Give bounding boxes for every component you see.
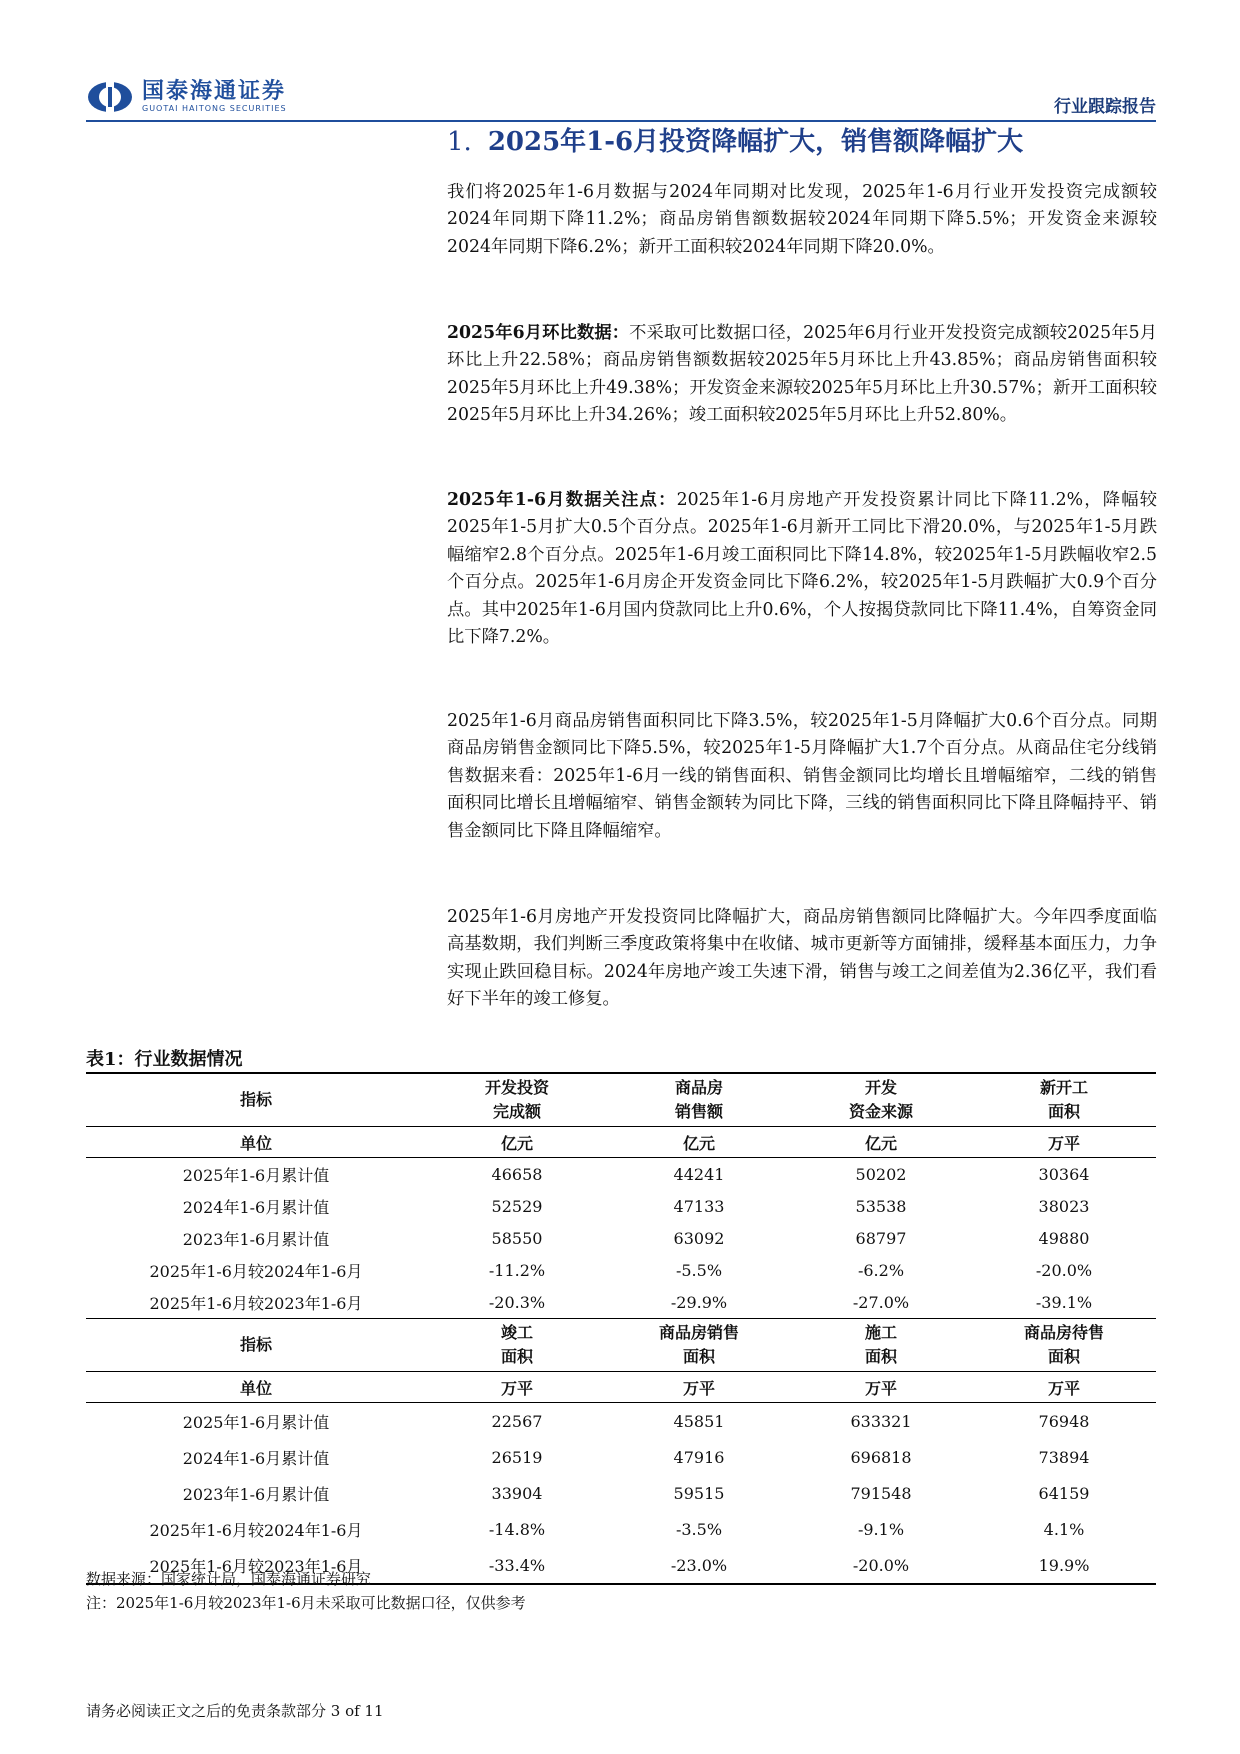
table-cell: 万平: [972, 1127, 1156, 1158]
table-cell: -5.5%: [675, 1260, 723, 1280]
table-cell: 万平: [972, 1372, 1156, 1403]
table-cell: 4.1%: [1043, 1519, 1085, 1539]
table-cell: 44241: [608, 1158, 790, 1191]
table-cell: 2025年1-6月累计值: [86, 1158, 426, 1191]
paragraph-lead: 2025年1-6月数据关注点：: [447, 490, 677, 510]
page-footer: 请务必阅读正文之后的免责条款部分 3 of 11: [86, 1702, 384, 1720]
table-note: 注：2025年1-6月较2023年1-6月未采取可比数据口径，仅供参考: [86, 1594, 526, 1612]
table-header-row: [86, 1073, 1156, 1127]
paragraph-mom-data: [447, 320, 1157, 430]
table-cell: 亿元: [608, 1127, 790, 1158]
table-cell: 76948: [972, 1403, 1156, 1440]
paragraph-lead: 2025年6月环比数据：: [447, 323, 630, 343]
table-cell: 竣工 面积: [426, 1319, 608, 1372]
table-cell: -14.8%: [488, 1519, 546, 1539]
report-type-label: 行业跟踪报告: [1054, 97, 1156, 117]
table-cell: 58550: [491, 1228, 543, 1248]
table-cell: 2025年1-6月较2024年1-6月: [149, 1520, 363, 1540]
paragraph-yoy-summary: [447, 179, 1157, 261]
industry-data-table: [86, 1072, 1156, 1585]
table-cell: 商品房待售 面积: [972, 1319, 1156, 1372]
table-cell: 791548: [850, 1483, 912, 1503]
table-row: [86, 1254, 1156, 1286]
table-cell: 亿元: [790, 1127, 972, 1158]
paragraph-key-points: [447, 487, 1157, 651]
paragraph-text: 我们将2025年1-6月数据与2024年同期对比发现，2025年1-6月行业开发投资完成额较2024年同期下降11.2%；商品房销售额数据较2024年同期下降5.5%；开发资金来源较2024年同期下降6.2%；新开工面积较2024年同期下降20.0%。: [447, 182, 1157, 257]
table-cell: 633321: [790, 1403, 972, 1440]
table-cell: -20.3%: [488, 1292, 546, 1312]
table-cell: 2023年1-6月累计值: [182, 1484, 330, 1504]
table-row: [86, 1511, 1156, 1547]
section-title: [447, 124, 1023, 160]
table-row: [86, 1403, 1156, 1440]
table-cell: 63092: [673, 1228, 725, 1248]
table-cell: -6.2%: [857, 1260, 905, 1280]
table-cell: 开发 资金来源: [790, 1073, 972, 1127]
table-cell: 2025年1-6月较2023年1-6月: [86, 1547, 426, 1584]
table-cell: 33904: [491, 1483, 543, 1503]
table-cell: 单位: [86, 1372, 426, 1403]
company-logo: [86, 80, 287, 114]
table-cell: 64159: [1038, 1483, 1090, 1503]
table-cell: 19.9%: [972, 1547, 1156, 1584]
table-cell: 47133: [673, 1196, 725, 1216]
table-cell: 47916: [673, 1447, 725, 1467]
table-cell: -11.2%: [488, 1260, 546, 1280]
table-cell: 施工 面积: [790, 1319, 972, 1372]
table-cell: 73894: [1038, 1447, 1090, 1467]
section-number: 1.: [447, 127, 472, 157]
header-divider: [86, 120, 1156, 122]
table-cell: 49880: [1038, 1228, 1090, 1248]
table-cell: 53538: [855, 1196, 907, 1216]
paragraph-text: 2025年1-6月房地产开发投资同比降幅扩大，商品房销售额同比降幅扩大。今年四季度面临高基数期，我们判断三季度政策将集中在收储、城市更新等方面铺排，缓释基本面压力，力争实现止跌回稳目标。2024年房地产竣工失速下滑，销售与竣工之间差值为2.36亿平，我们看好下半年的竣工修复。: [447, 907, 1157, 1010]
table-cell: 单位: [86, 1127, 426, 1158]
paragraph-text: 2025年1-6月商品房销售面积同比下降3.5%，较2025年1-5月降幅扩大0.6个百分点。同期商品房销售金额同比下降5.5%，较2025年1-5月降幅扩大1.7个百分点。从商品住宅分线销售数据来看：2025年1-6月一线的销售面积、销售金额同比均增长且增幅缩窄，二线的销售面积同比增长且增幅缩窄、销售金额转为同比下降，三线的销售面积同比下降且降幅持平、销售金额同比下降且降幅缩窄。: [447, 711, 1157, 841]
table-cell: 38023: [1038, 1196, 1090, 1216]
table-cell: -20.0%: [790, 1547, 972, 1584]
table-cell: 新开工 面积: [972, 1073, 1156, 1127]
paragraph-outlook: [447, 904, 1157, 1014]
table-cell: 商品房 销售额: [608, 1073, 790, 1127]
table-header-row: [86, 1319, 1156, 1372]
table-cell: 指标: [86, 1319, 426, 1372]
logo-mark-icon: [86, 80, 134, 114]
paragraph-text: 不采取可比数据口径，2025年6月行业开发投资完成额较2025年5月环比上升22.58%；商品房销售额数据较2025年5月环比上升43.85%；商品房销售面积较2025年5月环比上升49.38%；开发资金来源较2025年5月环比上升30.57%；新开工面积较2025年5月环比上升34.26%；竣工面积较2025年5月环比上升52.80%。: [447, 323, 1158, 426]
table-cell: 68797: [855, 1228, 907, 1248]
table-cell: -23.0%: [608, 1547, 790, 1584]
table-cell: 26519: [491, 1447, 543, 1467]
table-cell: 万平: [790, 1372, 972, 1403]
table-cell: 696818: [850, 1447, 912, 1467]
table-cell: -33.4%: [426, 1547, 608, 1584]
table-row: [86, 1439, 1156, 1475]
table-cell: 万平: [608, 1372, 790, 1403]
table-cell: 2025年1-6月较2024年1-6月: [149, 1261, 363, 1281]
logo-cn-text: 国泰海通证券: [142, 79, 287, 104]
table-cell: 46658: [426, 1158, 608, 1191]
table-cell: -39.1%: [1035, 1292, 1093, 1312]
table-unit-row: [86, 1127, 1156, 1158]
table-caption: 表1：行业数据情况: [86, 1049, 243, 1070]
table-cell: 指标: [86, 1073, 426, 1127]
page-header: [86, 80, 1156, 120]
table-cell: 2025年1-6月累计值: [86, 1403, 426, 1440]
table-cell: 2024年1-6月累计值: [182, 1448, 330, 1468]
table-cell: -9.1%: [857, 1519, 905, 1539]
paragraph-sales: [447, 708, 1157, 845]
table-row: [86, 1475, 1156, 1511]
table-row: [86, 1190, 1156, 1222]
table-cell: 2023年1-6月累计值: [182, 1229, 330, 1249]
table-cell: 商品房销售 面积: [608, 1319, 790, 1372]
paragraph-text: 2025年1-6月房地产开发投资累计同比下降11.2%，降幅较2025年1-5月扩大0.5个百分点。2025年1-6月新开工同比下滑20.0%，与2025年1-5月跌幅缩窄2.8个百分点。2025年1-6月竣工面积同比下降14.8%，较2025年1-5月跌幅收窄2.5个百分点。2025年1-6月房企开发资金同比下降6.2%，较2025年1-5月跌幅扩大0.9个百分点。其中2025年1-6月国内贷款同比上升0.6%，个人按揭贷款同比下降11.4%，自筹资金同比下降7.2%。: [447, 490, 1157, 648]
table-row: [86, 1158, 1156, 1191]
table-cell: 52529: [491, 1196, 543, 1216]
table-row: [86, 1286, 1156, 1319]
table-cell: -3.5%: [675, 1519, 723, 1539]
table-cell: 2024年1-6月累计值: [182, 1197, 330, 1217]
table-cell: -29.9%: [670, 1292, 728, 1312]
table-cell: 45851: [608, 1403, 790, 1440]
table-source: 数据来源：国家统计局，国泰海通证券研究: [86, 1570, 372, 1588]
table-cell: -20.0%: [1035, 1260, 1093, 1280]
section-title-text: 2025年1-6月投资降幅扩大，销售额降幅扩大: [487, 127, 1024, 157]
logo-en-text: GUOTAI HAITONG SECURITIES: [142, 104, 287, 113]
table-cell: 30364: [972, 1158, 1156, 1191]
table-cell: 2025年1-6月较2023年1-6月: [149, 1293, 363, 1313]
table-row: [86, 1222, 1156, 1254]
table-cell: 59515: [673, 1483, 725, 1503]
table-cell: 万平: [426, 1372, 608, 1403]
table-cell: 开发投资 完成额: [426, 1073, 608, 1127]
table-cell: 22567: [426, 1403, 608, 1440]
table-cell: 50202: [790, 1158, 972, 1191]
table-cell: 亿元: [426, 1127, 608, 1158]
table-cell: -27.0%: [852, 1292, 910, 1312]
table-unit-row: [86, 1372, 1156, 1403]
